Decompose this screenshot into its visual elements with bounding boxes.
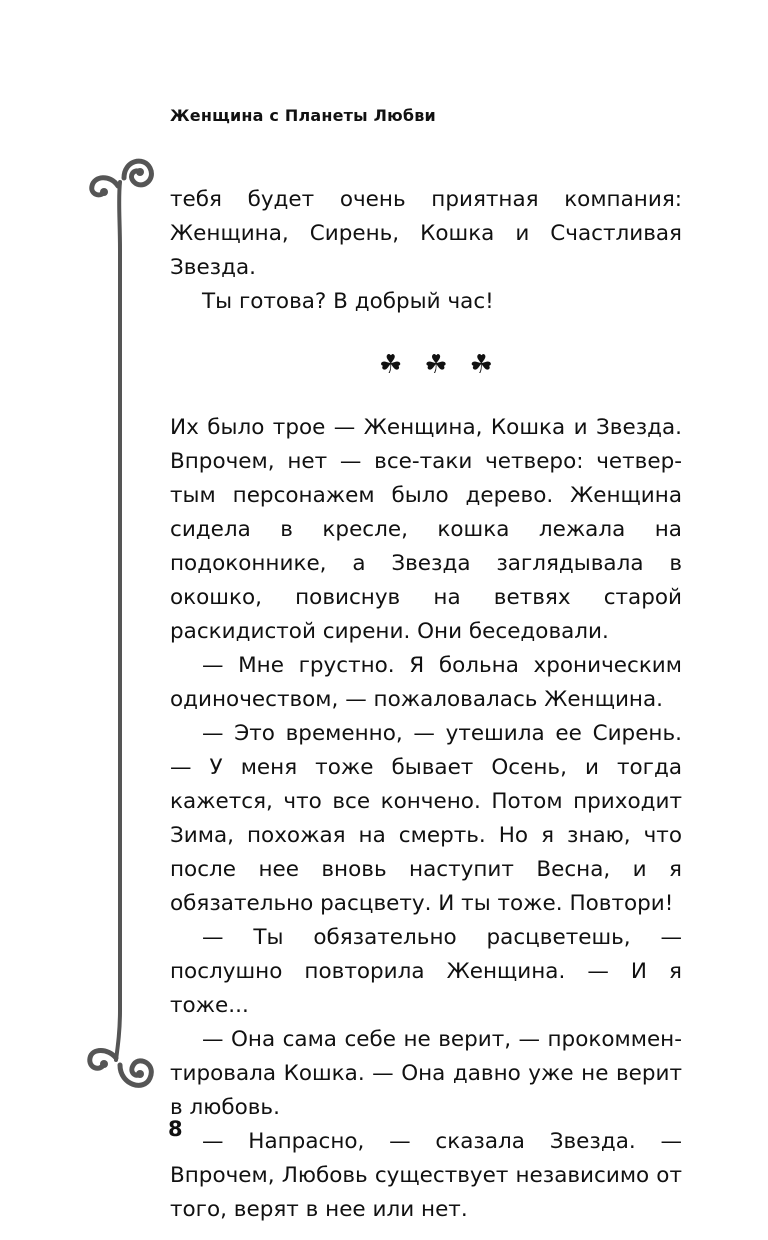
body-text <box>170 183 682 1227</box>
paragraph: — Ты обязательно расцветешь, — послушно повторила Женщина. — И я тоже... <box>170 925 682 1018</box>
paragraph: тебя будет очень приятная компания: Женщина, Сирень, Кошка и Счастливая Звезда. <box>170 187 682 280</box>
section-divider <box>170 319 682 411</box>
paragraph: — Напрасно, — сказала Звезда. — Впрочем, Любовь существует независимо от того, верят в нее или нет. <box>170 1129 682 1222</box>
paragraph: — Мне грустно. Я больна хроническим одиночеством, — пожаловалась Женщина. <box>170 653 682 712</box>
paragraph: — Она сама себе не верит, — прокомментировала Кошка. — Она давно уже не верит в любовь. <box>170 1027 682 1120</box>
clover-ornament-icon: ☘ <box>379 350 403 380</box>
vine-scroll-icon <box>80 130 160 1130</box>
paragraph: Ты готова? В добрый час! <box>202 289 494 314</box>
paragraph: — Это временно, — утешила ее Сирень. — У меня тоже бывает Осень, и тогда кажется, что все кончено. Потом приходит Зима, похожая на смерть. Но я знаю, что после нее вновь наступит Весна, и я обязательно расцвету. И ты тоже. Повтори! <box>170 721 682 916</box>
clover-ornament-icon: ☘ <box>424 350 448 380</box>
running-title: Женщина с Планеты Любви <box>170 106 436 125</box>
paragraph: Их было трое — Женщина, Кошка и Звезда. Впрочем, нет — все-таки четверо: четвертым персонажем было дерево. Женщина сидела в кресле, кошка лежала на подоконнике, а Звезда заглядывала в окошко, повиснув на ветвях старой раскидистой сирени. Они беседовали. <box>170 415 682 644</box>
page-number: 8 <box>168 1117 183 1141</box>
clover-ornament-icon: ☘ <box>469 350 493 380</box>
